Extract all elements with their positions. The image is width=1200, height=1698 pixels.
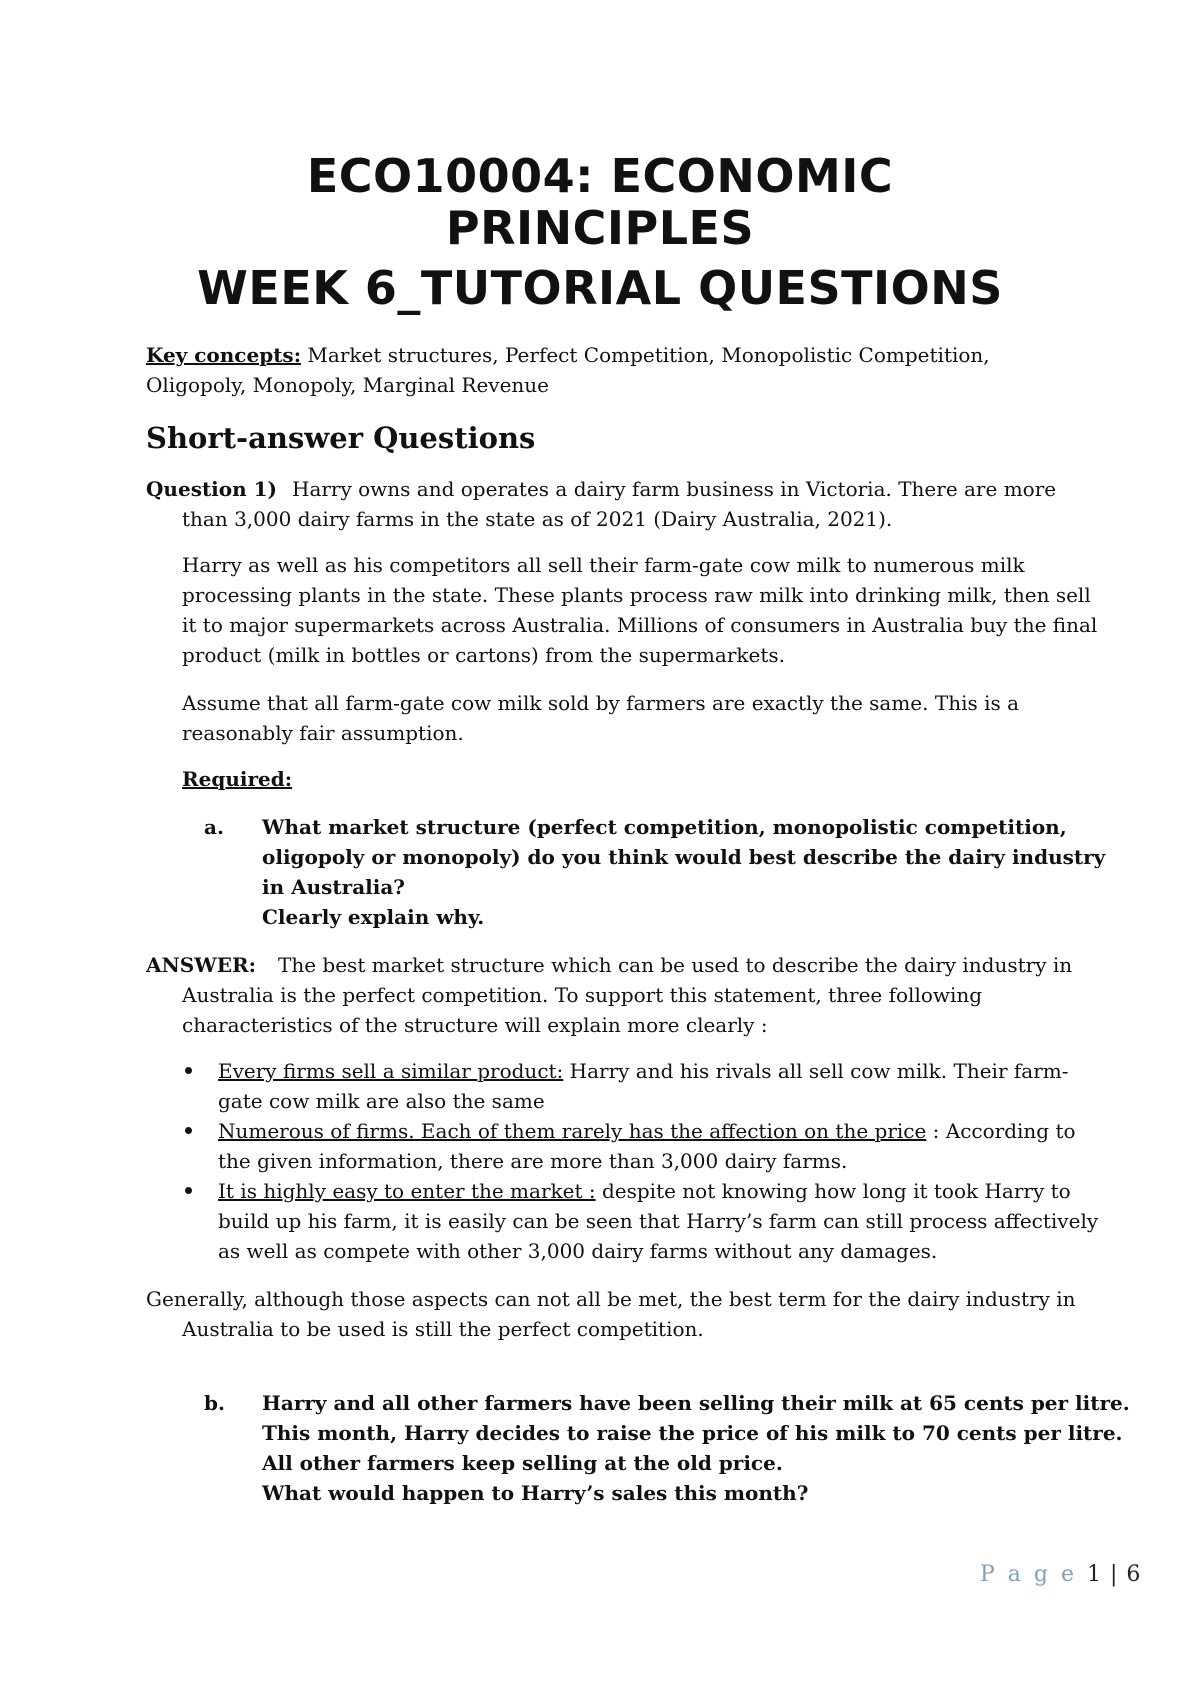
title-line-2: PRINCIPLES — [445, 201, 755, 255]
bullet-3-line-3: as well as compete with other 3,000 dairy farms without any damages. — [218, 1239, 938, 1263]
bullet-3-line-2: build up his farm, it is easily can be seen that Harry’s farm can still process affectively — [218, 1209, 1099, 1233]
answer-label: ANSWER: — [146, 953, 256, 977]
bullet-2-marker — [185, 1127, 192, 1134]
bullet-2-line-2: the given information, there are more than 3,000 dairy farms. — [218, 1149, 848, 1173]
bullet-2-rest: : According to — [926, 1119, 1076, 1143]
answer-line-3: characteristics of the structure will explain more clearly : — [182, 1013, 768, 1037]
bullet-3-underlined: It is highly easy to enter the market : — [218, 1179, 596, 1203]
part-b-line-2: This month, Harry decides to raise the price of his milk to 70 cents per litre. — [262, 1421, 1123, 1445]
part-b-line-1: Harry and all other farmers have been selling their milk at 65 cents per litre. — [262, 1391, 1130, 1415]
title-line-3: WEEK 6_TUTORIAL QUESTIONS — [197, 261, 1003, 315]
page-footer — [980, 1560, 1141, 1590]
key-concepts-text: Market structures, Perfect Competition, Monopolistic Competition, — [301, 343, 990, 367]
part-a-line-2: oligopoly or monopoly) do you think would best describe the dairy industry — [262, 845, 1106, 869]
key-concepts-line-1 — [146, 340, 990, 370]
required-label: Required: — [182, 767, 293, 791]
question-1-para2-line-2: processing plants in the state. These plants process raw milk into drinking milk, then sell — [182, 583, 1091, 607]
footer-page-word: P a g e — [980, 1562, 1078, 1587]
answer-line-1: The best market structure which can be used to describe the dairy industry in — [278, 953, 1073, 977]
question-1-label: Question 1) — [146, 477, 278, 501]
question-1-para3-line-2: reasonably fair assumption. — [182, 721, 464, 745]
question-1-line-1: Harry owns and operates a dairy farm business in Victoria. There are more — [292, 477, 1057, 501]
bullet-1-line-1 — [218, 1056, 1068, 1086]
part-a-line-1: What market structure (perfect competition, monopolistic competition, — [262, 815, 1067, 839]
question-1-line-2: than 3,000 dairy farms in the state as of 2021 (Dairy Australia, 2021). — [182, 507, 893, 531]
question-1-para3-line-1: Assume that all farm-gate cow milk sold by farmers are exactly the same. This is a — [182, 691, 1020, 715]
conclusion-line-2: Australia to be used is still the perfect competition. — [182, 1317, 704, 1341]
answer-line-2: Australia is the perfect competition. To support this statement, three following — [182, 983, 983, 1007]
bullet-2-line-1 — [218, 1116, 1076, 1146]
part-b-marker: b. — [204, 1391, 225, 1415]
bullet-3-marker — [185, 1187, 192, 1194]
question-1-para2-line-1: Harry as well as his competitors all sell their farm-gate cow milk to numerous milk — [182, 553, 1025, 577]
question-1-para2-line-3: it to major supermarkets across Australia. Millions of consumers in Australia buy the final — [182, 613, 1098, 637]
bullet-1-underlined: Every firms sell a similar product: — [218, 1059, 564, 1083]
part-a-line-3: in Australia? — [262, 875, 406, 899]
bullet-3-rest: despite not knowing how long it took Harry to — [595, 1179, 1071, 1203]
key-concepts-line-2: Oligopoly, Monopoly, Marginal Revenue — [146, 373, 550, 397]
part-b-line-4: What would happen to Harry’s sales this month? — [262, 1481, 809, 1505]
conclusion-line-1: Generally, although those aspects can not all be met, the best term for the dairy industry in — [146, 1287, 1076, 1311]
footer-page-number: 1 | 6 — [1087, 1562, 1142, 1587]
bullet-1-line-2: gate cow milk are also the same — [218, 1089, 545, 1113]
bullet-3-line-1 — [218, 1176, 1071, 1206]
section-heading: Short-answer Questions — [146, 421, 536, 455]
key-concepts-label: Key concepts: — [146, 343, 302, 367]
bullet-1-rest: Harry and his rivals all sell cow milk. Their farm- — [563, 1059, 1069, 1083]
part-b-line-3: All other farmers keep selling at the old price. — [262, 1451, 783, 1475]
part-a-marker: a. — [204, 815, 224, 839]
part-a-line-4: Clearly explain why. — [262, 905, 485, 929]
bullet-1-marker — [185, 1067, 192, 1074]
title-line-1: ECO10004: ECONOMIC — [306, 149, 894, 203]
bullet-2-underlined: Numerous of firms. Each of them rarely has the affection on the price — [218, 1119, 927, 1143]
question-1-para2-line-4: product (milk in bottles or cartons) from the supermarkets. — [182, 643, 785, 667]
